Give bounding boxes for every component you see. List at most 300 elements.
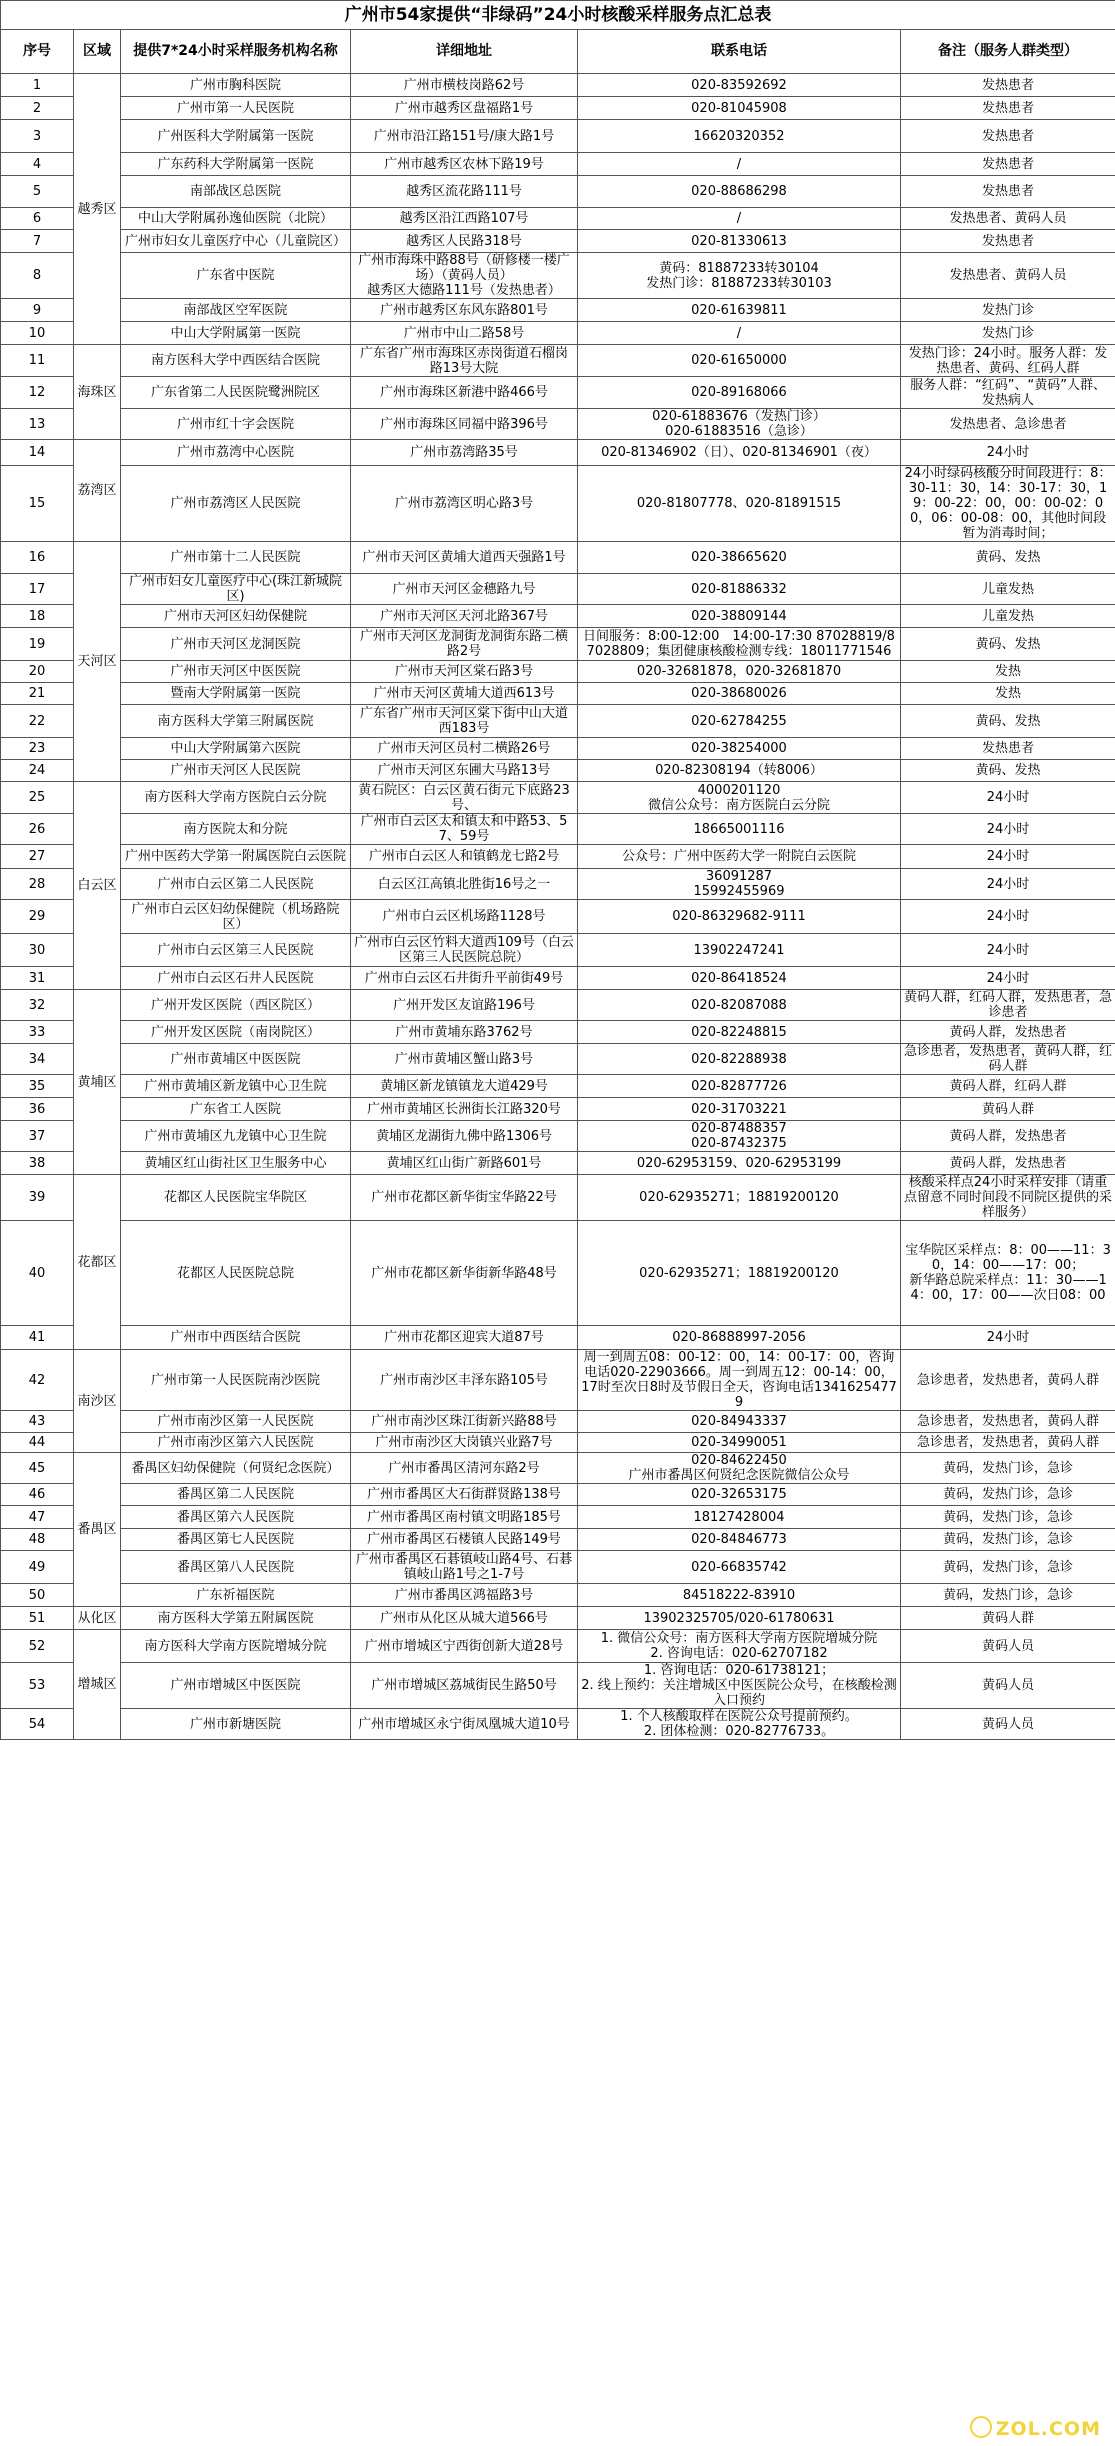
institution-name: 广州中医药大学第一附属医院白云医院 [121, 845, 351, 869]
service-note: 24小时 [901, 845, 1115, 869]
service-note: 发热患者、黄码人员 [901, 208, 1115, 230]
row-number: 4 [1, 153, 74, 176]
row-number: 1 [1, 74, 74, 97]
contact-phone: 020-32653175 [578, 1484, 901, 1506]
table-row [1, 1630, 1115, 1663]
contact-phone: 020-34990051 [578, 1433, 901, 1453]
table-row [1, 574, 1115, 605]
service-note: 黄码，发热门诊，急诊 [901, 1484, 1115, 1506]
column-header: 提供7*24小时采样服务机构名称 [121, 30, 351, 74]
row-number: 6 [1, 208, 74, 230]
contact-phone: 1. 咨询电话：020-61738121； 2. 线上预约：关注增城区中医医院公众号，在核酸检测入口预约 [578, 1663, 901, 1709]
contact-phone: 1. 微信公众号：南方医科大学南方医院增城分院 2. 咨询电话：020-62707182 [578, 1630, 901, 1663]
table-row [1, 440, 1115, 466]
district-cell: 天河区 [74, 542, 121, 782]
table-row [1, 1663, 1115, 1709]
service-note: 黄码人员 [901, 1709, 1115, 1740]
table-row [1, 97, 1115, 120]
row-number: 20 [1, 661, 74, 683]
service-note: 黄码人群，发热患者 [901, 1021, 1115, 1044]
contact-phone: 020-38809144 [578, 605, 901, 628]
district-cell: 从化区 [74, 1607, 121, 1630]
row-number: 39 [1, 1175, 74, 1221]
contact-phone: 020-84622450 广州市番禺区何贤纪念医院微信公众号 [578, 1453, 901, 1484]
detailed-address: 广州市天河区东圃大马路13号 [351, 760, 578, 782]
table-row [1, 760, 1115, 782]
contact-phone: 020-89168066 [578, 377, 901, 409]
institution-name: 广州市第一人民医院 [121, 97, 351, 120]
detailed-address: 黄埔区龙湖街九佛中路1306号 [351, 1121, 578, 1152]
row-number: 16 [1, 542, 74, 574]
detailed-address: 广州市荔湾路35号 [351, 440, 578, 466]
row-number: 52 [1, 1630, 74, 1663]
table-row [1, 738, 1115, 760]
row-number: 29 [1, 900, 74, 934]
zol-logo-icon [970, 2416, 992, 2438]
service-note: 黄码人员 [901, 1630, 1115, 1663]
institution-name: 广东省第二人民医院鹭洲院区 [121, 377, 351, 409]
detailed-address: 广州市从化区从城大道566号 [351, 1607, 578, 1630]
service-note: 发热患者 [901, 176, 1115, 208]
service-note: 发热患者 [901, 738, 1115, 760]
service-note: 黄码，发热门诊，急诊 [901, 1453, 1115, 1484]
table-row [1, 253, 1115, 299]
detailed-address: 越秀区沿江西路107号 [351, 208, 578, 230]
detailed-address: 广州市海珠中路88号（研修楼一楼广场）（黄码人员） 越秀区大德路111号（发热患者） [351, 253, 578, 299]
table-row [1, 967, 1115, 990]
contact-phone: 020-87488357 020-87432375 [578, 1121, 901, 1152]
institution-name: 广州市新塘医院 [121, 1709, 351, 1740]
detailed-address: 广州市荔湾区明心路3号 [351, 466, 578, 542]
table-row [1, 542, 1115, 574]
contact-phone: 020-83592692 [578, 74, 901, 97]
table-row [1, 990, 1115, 1021]
detailed-address: 广州市黄埔东路3762号 [351, 1021, 578, 1044]
institution-name: 广州市天河区龙洞医院 [121, 628, 351, 661]
table-row [1, 1453, 1115, 1484]
row-number: 41 [1, 1326, 74, 1350]
institution-name: 广州开发区医院（西区院区） [121, 990, 351, 1021]
service-note: 儿童发热 [901, 574, 1115, 605]
service-note: 急诊患者，发热患者，黄码人群 [901, 1411, 1115, 1433]
institution-name: 南方医科大学第三附属医院 [121, 705, 351, 738]
district-cell: 越秀区 [74, 74, 121, 345]
district-cell: 海珠区 [74, 345, 121, 440]
row-number: 21 [1, 683, 74, 705]
contact-phone: 周一到周五08：00-12：00，14：00-17：00，咨询电话020-22903666。周一到周五12：00-14：00，17时至次日8时及节假日全天，咨询电话13416254779 [578, 1350, 901, 1411]
service-note: 黄码、发热 [901, 542, 1115, 574]
table-row [1, 153, 1115, 176]
row-number: 44 [1, 1433, 74, 1453]
detailed-address: 广东省广州市海珠区赤岗街道石榴岗路13号大院 [351, 345, 578, 377]
contact-phone: 020-61650000 [578, 345, 901, 377]
service-note: 发热门诊 [901, 322, 1115, 345]
detailed-address: 广州市天河区天河北路367号 [351, 605, 578, 628]
service-note: 急诊患者，发热患者，黄码人群，红码人群 [901, 1044, 1115, 1075]
institution-name: 番禺区第七人民医院 [121, 1529, 351, 1551]
detailed-address: 黄埔区新龙镇镇龙大道429号 [351, 1075, 578, 1098]
detailed-address: 广州市番禺区石楼镇人民路149号 [351, 1529, 578, 1551]
contact-phone: 020-82087088 [578, 990, 901, 1021]
institution-name: 广州市增城区中医医院 [121, 1663, 351, 1709]
contact-phone: 020-88686298 [578, 176, 901, 208]
table-row [1, 466, 1115, 542]
detailed-address: 广州市天河区棠石路3号 [351, 661, 578, 683]
row-number: 40 [1, 1221, 74, 1326]
institution-name: 广州市南沙区第一人民医院 [121, 1411, 351, 1433]
row-number: 12 [1, 377, 74, 409]
watermark-text: ZOL.COM [995, 2418, 1101, 2440]
contact-phone: 020-38254000 [578, 738, 901, 760]
contact-phone: 020-62935271；18819200120 [578, 1175, 901, 1221]
institution-name: 广东药科大学附属第一医院 [121, 153, 351, 176]
detailed-address: 广州市沿江路151号/康大路1号 [351, 120, 578, 153]
contact-phone: 020-38680026 [578, 683, 901, 705]
detailed-address: 广州市南沙区珠江街新兴路88号 [351, 1411, 578, 1433]
column-header: 区域 [74, 30, 121, 74]
table-row [1, 1484, 1115, 1506]
district-cell: 番禺区 [74, 1453, 121, 1607]
row-number: 36 [1, 1098, 74, 1121]
contact-phone: 020-81346902（日）、020-81346901（夜） [578, 440, 901, 466]
detailed-address: 黄埔区红山街广新路601号 [351, 1152, 578, 1175]
row-number: 13 [1, 409, 74, 440]
table-row [1, 1433, 1115, 1453]
institution-name: 广州市荔湾区人民医院 [121, 466, 351, 542]
institution-name: 广州市黄埔区中医医院 [121, 1044, 351, 1075]
contact-phone: 020-62953159、020-62953199 [578, 1152, 901, 1175]
table-row [1, 1350, 1115, 1411]
institution-name: 广州市白云区第三人民医院 [121, 934, 351, 967]
service-note: 急诊患者，发热患者，黄码人群 [901, 1350, 1115, 1411]
table-row [1, 1529, 1115, 1551]
institution-name: 广东省工人医院 [121, 1098, 351, 1121]
service-note: 24小时 [901, 1326, 1115, 1350]
service-note: 黄码人群 [901, 1098, 1115, 1121]
detailed-address: 广州市南沙区大岗镇兴业路7号 [351, 1433, 578, 1453]
row-number: 5 [1, 176, 74, 208]
service-note: 发热门诊 [901, 299, 1115, 322]
district-cell: 黄埔区 [74, 990, 121, 1175]
row-number: 54 [1, 1709, 74, 1740]
district-cell: 荔湾区 [74, 440, 121, 542]
detailed-address: 广州市白云区太和镇太和中路53、57、59号 [351, 814, 578, 845]
row-number: 18 [1, 605, 74, 628]
detailed-address: 广州开发区友谊路196号 [351, 990, 578, 1021]
table-row [1, 869, 1115, 900]
detailed-address: 广州市增城区荔城街民生路50号 [351, 1663, 578, 1709]
detailed-address: 广州市海珠区同福中路396号 [351, 409, 578, 440]
table-row [1, 683, 1115, 705]
table-row [1, 1152, 1115, 1175]
column-header: 详细地址 [351, 30, 578, 74]
table-row [1, 208, 1115, 230]
contact-phone: 020-61639811 [578, 299, 901, 322]
table-row [1, 1709, 1115, 1740]
detailed-address: 广州市天河区黄埔大道西天强路1号 [351, 542, 578, 574]
detailed-address: 广州市天河区龙洞街龙洞街东路二横路2号 [351, 628, 578, 661]
row-number: 49 [1, 1551, 74, 1584]
district-cell: 白云区 [74, 782, 121, 990]
detailed-address: 广州市白云区石井街升平前街49号 [351, 967, 578, 990]
table-row [1, 1044, 1115, 1075]
institution-name: 广州市白云区第二人民医院 [121, 869, 351, 900]
institution-name: 广州市天河区中医医院 [121, 661, 351, 683]
institution-name: 广州市妇女儿童医疗中心(珠江新城院区) [121, 574, 351, 605]
service-note: 黄码、发热 [901, 705, 1115, 738]
service-note: 黄码，发热门诊，急诊 [901, 1529, 1115, 1551]
service-note: 发热 [901, 683, 1115, 705]
service-note: 24小时 [901, 814, 1115, 845]
institution-name: 广州市红十字会医院 [121, 409, 351, 440]
service-note: 24小时 [901, 900, 1115, 934]
service-note: 宝华院区采样点：8：00——11：30，14：00——17：00； 新华路总院采样点：11：30——14：00，17：00——次日08：00 [901, 1221, 1115, 1326]
table-title: 广州市54家提供“非绿码”24小时核酸采样服务点汇总表 [1, 1, 1115, 30]
detailed-address: 广东省广州市天河区棠下街中山大道西183号 [351, 705, 578, 738]
row-number: 45 [1, 1453, 74, 1484]
table-row [1, 1121, 1115, 1152]
detailed-address: 广州市番禺区鸿福路3号 [351, 1584, 578, 1607]
table-row [1, 322, 1115, 345]
title-row [1, 1, 1115, 30]
institution-name: 南方医科大学南方医院白云分院 [121, 782, 351, 814]
detailed-address: 越秀区流花路111号 [351, 176, 578, 208]
institution-name: 广州市第一人民医院南沙医院 [121, 1350, 351, 1411]
table-row [1, 900, 1115, 934]
institution-name: 广州市白云区石井人民医院 [121, 967, 351, 990]
contact-phone: 020-81045908 [578, 97, 901, 120]
institution-name: 南部战区空军医院 [121, 299, 351, 322]
contact-phone: 020-82308194（转8006） [578, 760, 901, 782]
table-row [1, 1175, 1115, 1221]
service-note: 急诊患者，发热患者，黄码人群 [901, 1433, 1115, 1453]
service-note: 发热门诊：24小时。服务人群：发热患者、黄码、红码人群 [901, 345, 1115, 377]
institution-name: 南方医院太和分院 [121, 814, 351, 845]
institution-name: 广州市天河区人民医院 [121, 760, 351, 782]
service-note: 黄码人群，发热患者 [901, 1121, 1115, 1152]
table-row [1, 814, 1115, 845]
row-number: 48 [1, 1529, 74, 1551]
service-note: 发热患者 [901, 153, 1115, 176]
service-note: 黄码、发热 [901, 760, 1115, 782]
table-row [1, 845, 1115, 869]
service-note: 核酸采样点24小时采样安排（请重点留意不同时间段不同院区提供的采样服务） [901, 1175, 1115, 1221]
table-row [1, 409, 1115, 440]
institution-name: 番禺区妇幼保健院（何贤纪念医院） [121, 1453, 351, 1484]
column-header: 序号 [1, 30, 74, 74]
institution-name: 广州市天河区妇幼保健院 [121, 605, 351, 628]
row-number: 51 [1, 1607, 74, 1630]
column-header: 联系电话 [578, 30, 901, 74]
detailed-address: 广州市海珠区新港中路466号 [351, 377, 578, 409]
contact-phone: 18127428004 [578, 1506, 901, 1529]
table-row [1, 1326, 1115, 1350]
institution-name: 南方医科大学中西医结合医院 [121, 345, 351, 377]
table-row [1, 1607, 1115, 1630]
detailed-address: 广州市黄埔区长洲街长江路320号 [351, 1098, 578, 1121]
contact-phone: 020-31703221 [578, 1098, 901, 1121]
row-number: 42 [1, 1350, 74, 1411]
contact-phone: 1. 个人核酸取样在医院公众号提前预约。 2. 团体检测：020-82776733。 [578, 1709, 901, 1740]
row-number: 25 [1, 782, 74, 814]
detailed-address: 广州市番禺区石碁镇岐山路4号、石碁镇岐山路1号之1-7号 [351, 1551, 578, 1584]
detailed-address: 广州市白云区竹料大道西109号（白云区第三人民医院总院） [351, 934, 578, 967]
institution-name: 广州市中西医结合医院 [121, 1326, 351, 1350]
row-number: 14 [1, 440, 74, 466]
detailed-address: 广州市番禺区清河东路2号 [351, 1453, 578, 1484]
table-row [1, 661, 1115, 683]
table-row [1, 1075, 1115, 1098]
contact-phone: 18665001116 [578, 814, 901, 845]
service-note: 黄码人群，发热患者 [901, 1152, 1115, 1175]
row-number: 37 [1, 1121, 74, 1152]
table-row [1, 934, 1115, 967]
institution-name: 南部战区总医院 [121, 176, 351, 208]
table-row [1, 176, 1115, 208]
detailed-address: 广州市越秀区东风东路801号 [351, 299, 578, 322]
zol-watermark [970, 2416, 1101, 2440]
row-number: 3 [1, 120, 74, 153]
detailed-address: 广州市花都区迎宾大道87号 [351, 1326, 578, 1350]
table-row [1, 1551, 1115, 1584]
service-note: 黄码，发热门诊，急诊 [901, 1506, 1115, 1529]
row-number: 2 [1, 97, 74, 120]
institution-name: 广州市黄埔区九龙镇中心卫生院 [121, 1121, 351, 1152]
service-note: 服务人群：“红码”、“黄码”人群、发热病人 [901, 377, 1115, 409]
contact-phone: 020-62935271；18819200120 [578, 1221, 901, 1326]
row-number: 33 [1, 1021, 74, 1044]
contact-phone: 020-86418524 [578, 967, 901, 990]
table-row [1, 1411, 1115, 1433]
row-number: 8 [1, 253, 74, 299]
service-note: 24小时 [901, 869, 1115, 900]
table-row [1, 782, 1115, 814]
contact-phone: 020-84943337 [578, 1411, 901, 1433]
service-note: 24小时绿码核酸分时间段进行：8：30-11：30，14：30-17：30，19：00-22：00，00：00-02：00，06：00-08：00，其他时间段暂为消毒时间； [901, 466, 1115, 542]
row-number: 35 [1, 1075, 74, 1098]
contact-phone: 4000201120 微信公众号：南方医院白云分院 [578, 782, 901, 814]
institution-name: 广东省中医院 [121, 253, 351, 299]
contact-phone: 84518222-83910 [578, 1584, 901, 1607]
table-row [1, 120, 1115, 153]
institution-name: 广州市黄埔区新龙镇中心卫生院 [121, 1075, 351, 1098]
row-number: 17 [1, 574, 74, 605]
institution-name: 广州市荔湾中心医院 [121, 440, 351, 466]
detailed-address: 广州市中山二路58号 [351, 322, 578, 345]
detailed-address: 广州市南沙区丰泽东路105号 [351, 1350, 578, 1411]
institution-name: 广州市南沙区第六人民医院 [121, 1433, 351, 1453]
district-cell: 花都区 [74, 1175, 121, 1350]
contact-phone: 020-81807778、020-81891515 [578, 466, 901, 542]
institution-name: 暨南大学附属第一医院 [121, 683, 351, 705]
service-note: 发热患者、黄码人员 [901, 253, 1115, 299]
institution-name: 番禺区第八人民医院 [121, 1551, 351, 1584]
table-row [1, 1506, 1115, 1529]
institution-name: 番禺区第六人民医院 [121, 1506, 351, 1529]
table-row [1, 230, 1115, 253]
row-number: 23 [1, 738, 74, 760]
institution-name: 广州市第十二人民医院 [121, 542, 351, 574]
institution-name: 广州市胸科医院 [121, 74, 351, 97]
service-note: 发热患者 [901, 74, 1115, 97]
row-number: 38 [1, 1152, 74, 1175]
district-cell: 南沙区 [74, 1350, 121, 1453]
service-note: 发热 [901, 661, 1115, 683]
contact-phone: / [578, 153, 901, 176]
table-row [1, 628, 1115, 661]
table-row [1, 605, 1115, 628]
institution-name: 花都区人民医院宝华院区 [121, 1175, 351, 1221]
detailed-address: 越秀区人民路318号 [351, 230, 578, 253]
contact-phone: 公众号：广州中医药大学一附院白云医院 [578, 845, 901, 869]
service-note: 发热患者、急诊患者 [901, 409, 1115, 440]
row-number: 26 [1, 814, 74, 845]
detailed-address: 广州市增城区永宁街凤凰城大道10号 [351, 1709, 578, 1740]
contact-phone: 020-81886332 [578, 574, 901, 605]
row-number: 27 [1, 845, 74, 869]
contact-phone: 020-62784255 [578, 705, 901, 738]
institution-name: 南方医科大学第五附属医院 [121, 1607, 351, 1630]
service-note: 24小时 [901, 967, 1115, 990]
table-row [1, 1221, 1115, 1326]
detailed-address: 广州市天河区员村二横路26号 [351, 738, 578, 760]
detailed-address: 广州市白云区机场路1128号 [351, 900, 578, 934]
detailed-address: 广州市白云区人和镇鹤龙七路2号 [351, 845, 578, 869]
institution-name: 花都区人民医院总院 [121, 1221, 351, 1326]
row-number: 10 [1, 322, 74, 345]
row-number: 24 [1, 760, 74, 782]
table-row [1, 299, 1115, 322]
service-note: 黄码人群，红码人群，发热患者，急诊患者 [901, 990, 1115, 1021]
row-number: 53 [1, 1663, 74, 1709]
row-number: 47 [1, 1506, 74, 1529]
contact-phone: 020-32681878，020-32681870 [578, 661, 901, 683]
row-number: 9 [1, 299, 74, 322]
contact-phone: 020-82877726 [578, 1075, 901, 1098]
detailed-address: 黄石院区：白云区黄石街元下底路23号、 [351, 782, 578, 814]
service-note: 黄码人群 [901, 1607, 1115, 1630]
row-number: 19 [1, 628, 74, 661]
row-number: 15 [1, 466, 74, 542]
service-note: 黄码，发热门诊，急诊 [901, 1584, 1115, 1607]
header-row [1, 30, 1115, 74]
detailed-address: 广州市花都区新华街新华路48号 [351, 1221, 578, 1326]
service-note: 发热患者 [901, 230, 1115, 253]
institution-name: 中山大学附属第一医院 [121, 322, 351, 345]
contact-phone: 16620320352 [578, 120, 901, 153]
service-note: 黄码人群，红码人群 [901, 1075, 1115, 1098]
contact-phone: 13902247241 [578, 934, 901, 967]
table-row [1, 1098, 1115, 1121]
contact-phone: 020-86888997-2056 [578, 1326, 901, 1350]
detailed-address: 广州市越秀区盘福路1号 [351, 97, 578, 120]
institution-name: 广州开发区医院（南岗院区） [121, 1021, 351, 1044]
contact-phone: 020-38665620 [578, 542, 901, 574]
contact-phone: 36091287 15992455969 [578, 869, 901, 900]
service-note: 发热患者 [901, 120, 1115, 153]
row-number: 43 [1, 1411, 74, 1433]
district-cell: 增城区 [74, 1630, 121, 1740]
institution-name: 中山大学附属孙逸仙医院（北院） [121, 208, 351, 230]
service-note: 黄码，发热门诊，急诊 [901, 1551, 1115, 1584]
service-note: 24小时 [901, 934, 1115, 967]
institution-name: 广州医科大学附属第一医院 [121, 120, 351, 153]
row-number: 11 [1, 345, 74, 377]
detailed-address: 广州市番禺区大石街群贤路138号 [351, 1484, 578, 1506]
detailed-address: 广州市花都区新华街宝华路22号 [351, 1175, 578, 1221]
service-note: 24小时 [901, 440, 1115, 466]
institution-name: 黄埔区红山街社区卫生服务中心 [121, 1152, 351, 1175]
